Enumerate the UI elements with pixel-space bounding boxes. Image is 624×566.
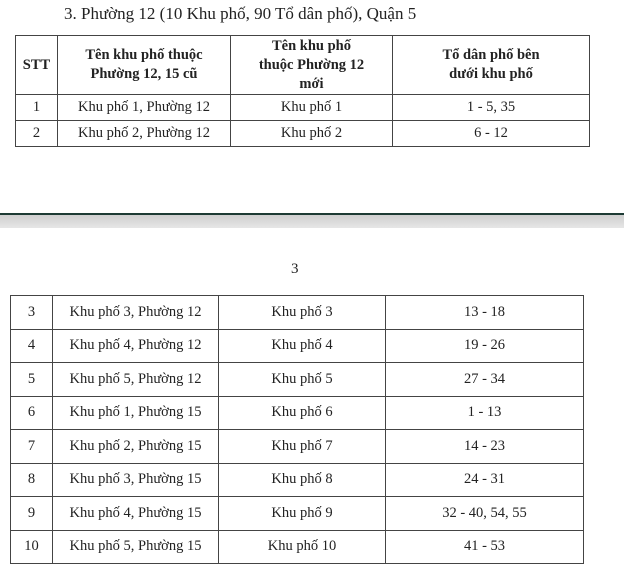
header-residential-groups: Tổ dân phố bên dưới khu phố (393, 36, 590, 95)
cell-new-quarter: Khu phố 5 (219, 363, 386, 397)
table-header-row (16, 36, 590, 95)
cell-residential-groups: 13 - 18 (386, 296, 584, 330)
cell-stt: 10 (11, 530, 53, 564)
table-row (11, 530, 584, 564)
table-row (11, 296, 584, 330)
cell-old-quarter: Khu phố 1, Phường 12 (58, 95, 231, 121)
cell-new-quarter: Khu phố 4 (219, 329, 386, 363)
page-number: 3 (291, 261, 299, 277)
table-row (11, 430, 584, 464)
cell-residential-groups: 6 - 12 (393, 121, 590, 147)
cell-old-quarter: Khu phố 3, Phường 15 (53, 463, 219, 497)
cell-new-quarter: Khu phố 8 (219, 463, 386, 497)
cell-stt: 1 (16, 95, 58, 121)
cell-residential-groups: 14 - 23 (386, 430, 584, 464)
cell-old-quarter: Khu phố 4, Phường 12 (53, 329, 219, 363)
cell-stt: 2 (16, 121, 58, 147)
cell-stt: 4 (11, 329, 53, 363)
cell-stt: 8 (11, 463, 53, 497)
table-row (11, 463, 584, 497)
cell-old-quarter: Khu phố 3, Phường 12 (53, 296, 219, 330)
cell-residential-groups: 1 - 5, 35 (393, 95, 590, 121)
cell-new-quarter: Khu phố 9 (219, 497, 386, 531)
cell-residential-groups: 27 - 34 (386, 363, 584, 397)
cell-stt: 6 (11, 396, 53, 430)
header-old-quarter: Tên khu phố thuộc Phường 12, 15 cũ (58, 36, 231, 95)
cell-new-quarter: Khu phố 1 (231, 95, 393, 121)
table-row (11, 329, 584, 363)
table-row (11, 396, 584, 430)
header-new-quarter: Tên khu phố thuộc Phường 12 mới (231, 36, 393, 95)
ward-table-page2 (10, 295, 584, 564)
table-row (11, 497, 584, 531)
cell-residential-groups: 19 - 26 (386, 329, 584, 363)
cell-old-quarter: Khu phố 5, Phường 12 (53, 363, 219, 397)
cell-residential-groups: 41 - 53 (386, 530, 584, 564)
cell-residential-groups: 1 - 13 (386, 396, 584, 430)
ward-table-page1 (15, 35, 590, 147)
cell-stt: 9 (11, 497, 53, 531)
cell-new-quarter: Khu phố 6 (219, 396, 386, 430)
table-row (16, 95, 590, 121)
cell-new-quarter: Khu phố 2 (231, 121, 393, 147)
cell-old-quarter: Khu phố 2, Phường 15 (53, 430, 219, 464)
cell-new-quarter: Khu phố 7 (219, 430, 386, 464)
table-row (11, 363, 584, 397)
cell-stt: 5 (11, 363, 53, 397)
cell-stt: 3 (11, 296, 53, 330)
cell-stt: 7 (11, 430, 53, 464)
cell-old-quarter: Khu phố 1, Phường 15 (53, 396, 219, 430)
cell-old-quarter: Khu phố 5, Phường 15 (53, 530, 219, 564)
cell-new-quarter: Khu phố 3 (219, 296, 386, 330)
section-heading: 3. Phường 12 (10 Khu phố, 90 Tổ dân phố), Quận 5 (64, 4, 417, 23)
cell-old-quarter: Khu phố 2, Phường 12 (58, 121, 231, 147)
header-stt: STT (16, 36, 58, 95)
cell-old-quarter: Khu phố 4, Phường 15 (53, 497, 219, 531)
cell-residential-groups: 24 - 31 (386, 463, 584, 497)
page-break-gap (0, 215, 624, 228)
cell-new-quarter: Khu phố 10 (219, 530, 386, 564)
cell-residential-groups: 32 - 40, 54, 55 (386, 497, 584, 531)
table-row (16, 121, 590, 147)
